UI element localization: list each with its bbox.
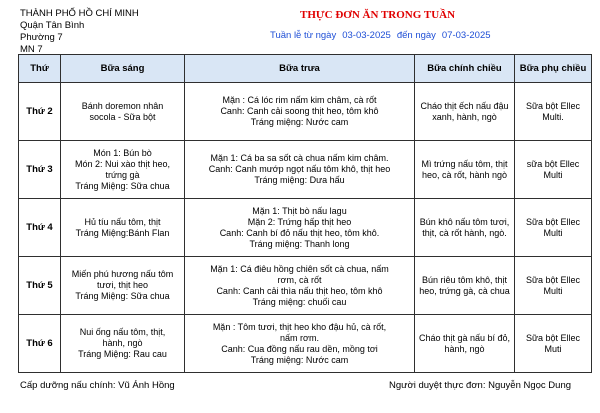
cell-line: Tráng miệng: chuối cau <box>252 296 347 307</box>
afternoon-main-cell <box>415 257 515 315</box>
cell-line: Bánh doremon nhân <box>81 100 164 111</box>
cell-line: Tráng Miệng: Sữa chua <box>75 180 170 191</box>
cell-line: rơm, cà rốt <box>277 274 322 285</box>
col-header-afternoon-snack: Bữa phụ chiều <box>515 55 592 83</box>
lunch-cell <box>185 257 415 315</box>
lunch-cell <box>185 83 415 141</box>
cell-line: Món 1: Bún bò <box>93 147 152 158</box>
cell-line: Sữa bột Ellec <box>525 100 581 111</box>
cell-line: Multi <box>543 285 563 296</box>
afternoon-snack-cell <box>515 83 592 141</box>
table-row <box>19 83 592 141</box>
col-header-day: Thứ <box>19 55 61 83</box>
cell-line: socola - Sữa bột <box>89 111 156 122</box>
cell-line: Sữa bột Ellec <box>525 216 581 227</box>
day-cell: Thứ 3 <box>19 141 61 199</box>
col-header-breakfast: Bữa sáng <box>61 55 185 83</box>
cell-line: Bún riêu tôm khô, thịt <box>421 274 508 285</box>
cell-line: Canh: Cua đồng nấu rau dền, mồng tơi <box>221 343 378 354</box>
cell-line: Bún khô nấu tôm tươi, <box>419 216 510 227</box>
cell-line: hành, ngò <box>444 343 485 354</box>
afternoon-snack-cell <box>515 141 592 199</box>
breakfast-cell <box>61 83 185 141</box>
table-row <box>19 315 592 373</box>
breakfast-cell <box>61 315 185 373</box>
table-row <box>19 199 592 257</box>
cell-line: tươi, thịt heo <box>97 280 148 290</box>
approver-name: Người duyệt thực đơn: Nguyễn Ngọc Dung <box>389 380 572 391</box>
cell-line: trứng gà <box>105 169 140 180</box>
cell-line: Nui ống nấu tôm, thịt, <box>79 327 166 337</box>
district-label: Quận Tân Bình <box>20 20 85 31</box>
cell-line: Sữa bột Ellec Muti <box>525 332 581 354</box>
table-row <box>19 141 592 199</box>
day-cell: Thứ 2 <box>19 83 61 141</box>
cell-line: Hủ tíu nấu tôm, thịt <box>84 216 161 227</box>
cell-line: Multi <box>543 227 563 238</box>
cell-line: Mặn 1: Cá điêu hồng chiên sốt cà chua, nấm <box>210 263 389 274</box>
cell-line: Cháo thịt gà nấu bí đỏ, <box>418 332 511 343</box>
afternoon-main-cell <box>415 315 515 373</box>
cell-line: Tráng Miệng: Sữa chua <box>75 291 170 301</box>
cell-line: Mặn 1: Cá ba sa sốt cà chua nấm kim châm. <box>210 153 389 163</box>
breakfast-cell <box>61 199 185 257</box>
cell-line: Mặn : Tôm tươi, thịt heo kho đậu hủ, cà rốt, <box>212 321 387 332</box>
page-title: THỰC ĐƠN ĂN TRONG TUẦN <box>300 9 456 21</box>
menu-body <box>19 83 592 373</box>
lunch-cell <box>185 315 415 373</box>
afternoon-snack-cell <box>515 199 592 257</box>
cell-line: nấm rơm. <box>280 332 319 343</box>
date-to: 07-03-2025 <box>441 30 491 41</box>
cell-line: Món 2: Nui xào thịt heo, <box>74 158 171 169</box>
cell-line: xanh, hành, ngò <box>432 111 497 122</box>
breakfast-cell <box>61 141 185 199</box>
breakfast-cell <box>61 257 185 315</box>
cell-line: Sữa bột Ellec <box>525 274 581 285</box>
cell-line: Tráng Miệng: Rau cau <box>78 349 167 359</box>
week-mid: đến ngày <box>396 30 436 41</box>
col-header-afternoon-main: Bữa chính chiều <box>415 55 515 83</box>
date-from: 03-03-2025 <box>342 30 391 41</box>
cell-line: sữa bột Ellec Multi <box>526 158 580 180</box>
ward-label: Phường 7 <box>20 32 63 43</box>
cell-line: Tráng Miệng:Bánh Flan <box>75 227 170 238</box>
week-prefix: Tuần lễ từ ngày <box>270 30 337 41</box>
afternoon-snack-cell <box>515 257 592 315</box>
cell-line: Mặn 2: Trứng hấp thịt heo <box>247 216 352 227</box>
cell-line: Mì trứng nấu tôm, thịt <box>421 158 508 169</box>
cell-line: Tráng miệng: Nước cam <box>250 354 349 365</box>
cell-line: Tráng miệng: Nước cam <box>250 117 349 127</box>
cell-line: Canh: Canh bí đỏ nấu thịt heo, tôm khô. <box>219 227 380 238</box>
afternoon-main-cell <box>415 141 515 199</box>
cell-line: Multi. <box>542 111 564 122</box>
lunch-cell <box>185 141 415 199</box>
cell-line: heo, trứng gà, cà chua <box>419 285 510 296</box>
afternoon-snack-cell <box>515 315 592 373</box>
cell-line: thịt, cà rốt hành, ngò. <box>422 227 507 238</box>
day-cell: Thứ 5 <box>19 257 61 315</box>
cell-line: Mặn 1: Thịt bò nấu lagu <box>252 205 347 216</box>
cell-line: Mặn : Cá lóc rim nấm kim châm, cà rốt <box>222 95 377 105</box>
cell-line: Miến phú hương nấu tôm <box>71 269 174 279</box>
cell-line: Canh: Canh cải soong thịt heo, tôm khô <box>220 106 379 116</box>
lunch-cell <box>185 199 415 257</box>
cell-line: Cháo thịt ếch nấu đậu <box>420 100 509 111</box>
afternoon-main-cell <box>415 199 515 257</box>
col-header-lunch: Bữa trưa <box>185 55 415 83</box>
table-row <box>19 257 592 315</box>
school-label: MN 7 <box>20 44 43 55</box>
cell-line: heo, cà rốt, hành ngò <box>421 169 508 180</box>
cell-line: Tráng miệng: Dưa hấu <box>254 175 345 185</box>
cell-line: hành, ngò <box>102 338 143 348</box>
day-cell: Thứ 4 <box>19 199 61 257</box>
week-range <box>270 30 497 41</box>
school-header <box>20 8 139 56</box>
cell-line: Tráng miệng: Thanh long <box>249 238 350 249</box>
afternoon-main-cell <box>415 83 515 141</box>
cell-line: Canh: Canh mướp ngọt nấu tôm khô, thịt heo <box>208 164 391 174</box>
menu-table <box>18 54 592 373</box>
day-cell: Thứ 6 <box>19 315 61 373</box>
city-label: THÀNH PHỐ HỒ CHÍ MINH <box>20 8 139 19</box>
cook-name: Cấp dưỡng nấu chính: Vũ Ánh Hồng <box>20 380 175 391</box>
table-header-row <box>19 55 592 83</box>
cell-line: Canh: Canh cải thìa nấu thịt heo, tôm khô <box>216 285 383 296</box>
